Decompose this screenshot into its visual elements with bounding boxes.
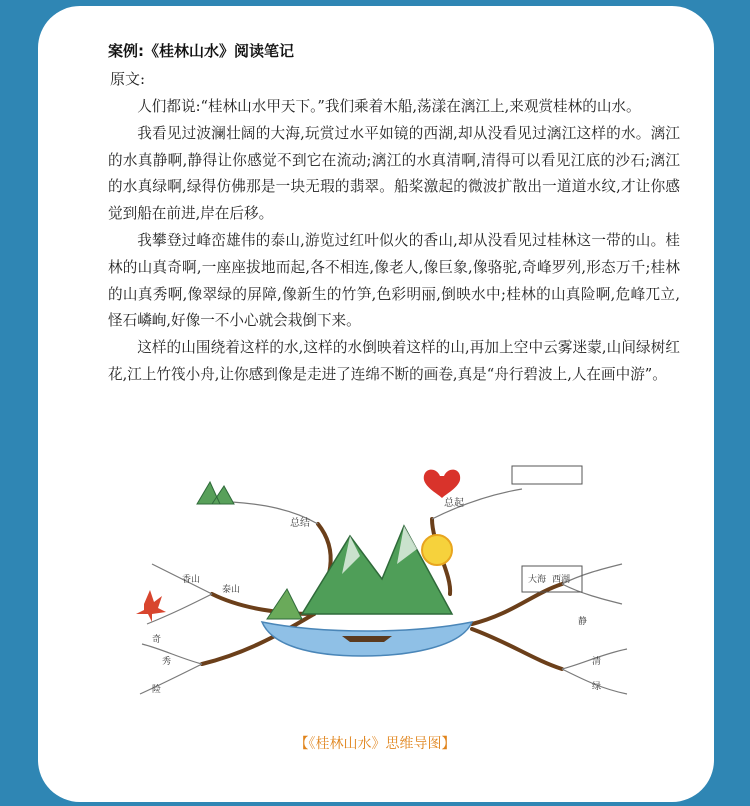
section-label: 原文: bbox=[110, 70, 146, 88]
mindmap-label-summary: 总结 bbox=[290, 518, 310, 529]
mindmap-water-3: 静 bbox=[578, 617, 588, 627]
paragraph-3: 我攀登过峰峦雄伟的泰山,游览过红叶似火的香山,却从没看见过桂林这一带的山。桂林的山真奇啊,一座座拔地而起,各不相连,像老人,像巨象,像骆驼,奇峰罗列,形态万千;桂林的山真秀啊,像翠绿的屏障,像新生的竹笋,色彩明丽,倒映水中;桂林的山真险啊,危峰兀立,怪石嶙峋,好像一不小心就会栽倒下来。 bbox=[108, 231, 680, 330]
mindmap-water-1: 大海 bbox=[528, 575, 547, 585]
paragraph-2: 我看见过波澜壮阔的大海,玩赏过水平如镜的西湖,却从没看见过漓江这样的水。漓江的水真静啊,静得让你感觉不到它在流动;漓江的水真清啊,清得可以看见江底的沙石;漓江的水真绿啊,绿得仿佛那是一块无瑕的翡翠。船桨激起的微波扩散出一道道水纹,才让你感觉到船在前进,岸在后移。 bbox=[108, 124, 680, 223]
mindmap-water-4: 清 bbox=[592, 657, 602, 667]
paragraph-1: 人们都说:“桂林山水甲天下。”我们乘着木船,荡漾在漓江上,来观赏桂林的山水。 bbox=[137, 98, 641, 115]
mindmap-mountain-4: 秀 bbox=[162, 657, 172, 667]
mindmap-water-2: 西湖 bbox=[552, 575, 571, 585]
page-title: 案例:《桂林山水》阅读笔记 bbox=[108, 42, 294, 60]
mindmap-mountain-2: 香山 bbox=[182, 575, 201, 585]
mindmap-mountain-1: 泰山 bbox=[222, 585, 241, 595]
mindmap-label-intro: 总起 bbox=[444, 498, 464, 509]
mind-map-illustration bbox=[92, 464, 672, 712]
figure-caption: 【《桂林山水》思维导图】 bbox=[294, 736, 456, 752]
mindmap-mountain-5: 险 bbox=[152, 685, 162, 695]
article-body bbox=[108, 94, 680, 389]
mindmap-water-5: 绿 bbox=[592, 682, 602, 692]
paragraph-4: 这样的山围绕着这样的水,这样的水倒映着这样的山,再加上空中云雾迷蒙,山间绿树红花,江上竹筏小舟,让你感到像是走进了连绵不断的画卷,真是“舟行碧波上,人在画中游”。 bbox=[108, 339, 680, 383]
mindmap-mountain-3: 奇 bbox=[152, 635, 162, 645]
